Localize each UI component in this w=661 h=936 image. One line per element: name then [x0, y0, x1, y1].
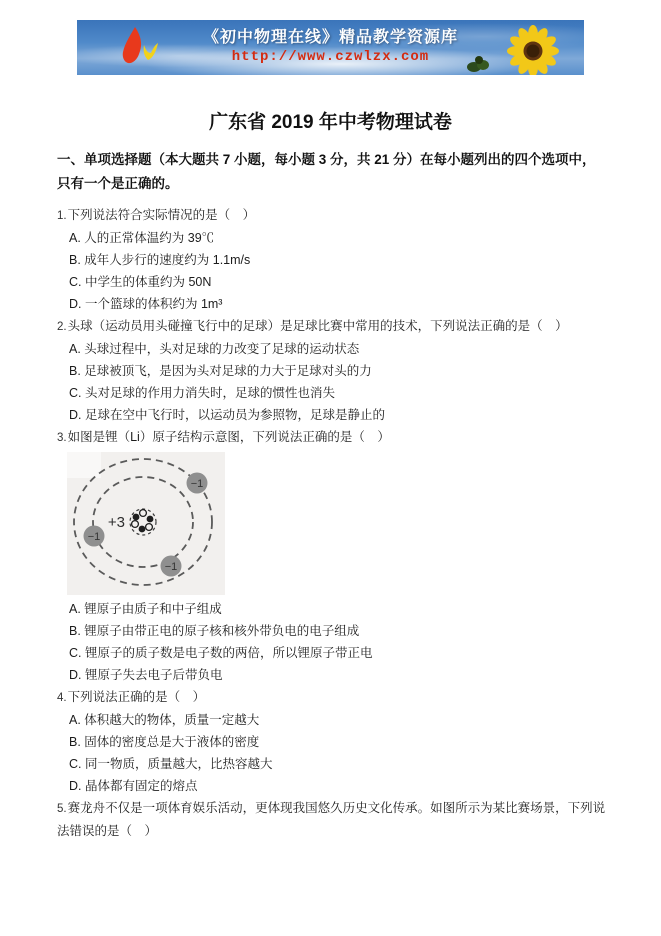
nucleus-charge-label: +3: [107, 514, 125, 531]
question-stem: 头球（运动员用头碰撞飞行中的足球）是足球比赛中常用的技术，下列说法正确的是（ ）: [67, 319, 568, 333]
option-b: B. 固体的密度总是大于液体的密度: [69, 735, 260, 749]
option-b: B. 成年人步行的速度约为 1.1m/s: [69, 253, 251, 267]
option-c: C. 锂原子的质子数是电子数的两倍，所以锂原子带正电: [69, 646, 373, 660]
proton: [147, 516, 154, 523]
question-number: 2.: [57, 321, 67, 333]
question-5: [57, 797, 613, 842]
question-stem: 下列说法正确的是（ ）: [67, 690, 206, 704]
option-b: B. 锂原子由带正电的原子核和核外带负电的电子组成: [69, 624, 360, 638]
question-number: 4.: [57, 692, 67, 704]
proton: [133, 514, 140, 521]
neutron: [132, 521, 139, 528]
sunflower-icon: [506, 24, 560, 75]
question-number: 3.: [57, 432, 67, 444]
site-url: http://www.czwlzx.com: [231, 49, 430, 65]
neutron: [140, 510, 147, 517]
option-c: C. 同一物质，质量越大，比热容越大: [69, 757, 273, 771]
question-2: [57, 315, 613, 426]
question-stem: 赛龙舟不仅是一项体育娱乐活动，更体现我国悠久历史文化传承。如图所示为某比赛场景，下列说法错误的是（ ）: [57, 801, 606, 838]
neutron: [146, 524, 153, 531]
electron: [84, 526, 105, 547]
option-a: A. 头球过程中，头对足球的力改变了足球的运动状态: [69, 342, 360, 356]
electron: [187, 473, 208, 494]
site-banner: [77, 20, 584, 75]
question-stem: 下列说法符合实际情况的是（ ）: [67, 208, 256, 222]
option-c: C. 中学生的体重约为 50N: [69, 275, 212, 289]
option-d: D. 足球在空中飞行时，以运动员为参照物，足球是静止的: [69, 408, 385, 422]
electron-charge-label: −1: [190, 478, 204, 490]
option-a: A. 体积越大的物体，质量一定越大: [69, 713, 260, 727]
atom-diagram: [67, 452, 225, 595]
question-number: 5.: [57, 803, 67, 815]
option-a: A. 锂原子由质子和中子组成: [69, 602, 222, 616]
question-number: 1.: [57, 210, 67, 222]
plant-icon: [466, 53, 492, 75]
option-d: D. 一个篮球的体积约为 1m³: [69, 297, 223, 311]
electron-charge-label: −1: [87, 531, 101, 543]
proton: [139, 526, 146, 533]
section-heading: 一、单项选择题（本大题共 7 小题，每小题 3 分，共 21 分）在每小题列出的四个选项中，只有一个是正确的。: [57, 152, 596, 191]
question-3: [57, 426, 613, 686]
option-a: A. 人的正常体温约为 39℃: [69, 231, 215, 245]
question-1: [57, 204, 613, 315]
option-d: D. 晶体都有固定的熔点: [69, 779, 198, 793]
electron: [161, 556, 182, 577]
question-4: [57, 686, 613, 797]
page-title: 广东省 2019 年中考物理试卷: [209, 112, 452, 133]
option-b: B. 足球被顶飞，是因为头对足球的力大于足球对头的力: [69, 364, 372, 378]
site-title: 《初中物理在线》精品教学资源库: [202, 29, 458, 46]
option-c: C. 头对足球的作用力消失时，足球的惯性也消失: [69, 386, 335, 400]
questions-list: [57, 204, 613, 842]
electron-charge-label: −1: [164, 561, 178, 573]
question-stem: 如图是锂（Li）原子结构示意图，下列说法正确的是（ ）: [67, 430, 390, 444]
option-d: D. 锂原子失去电子后带负电: [69, 668, 223, 682]
